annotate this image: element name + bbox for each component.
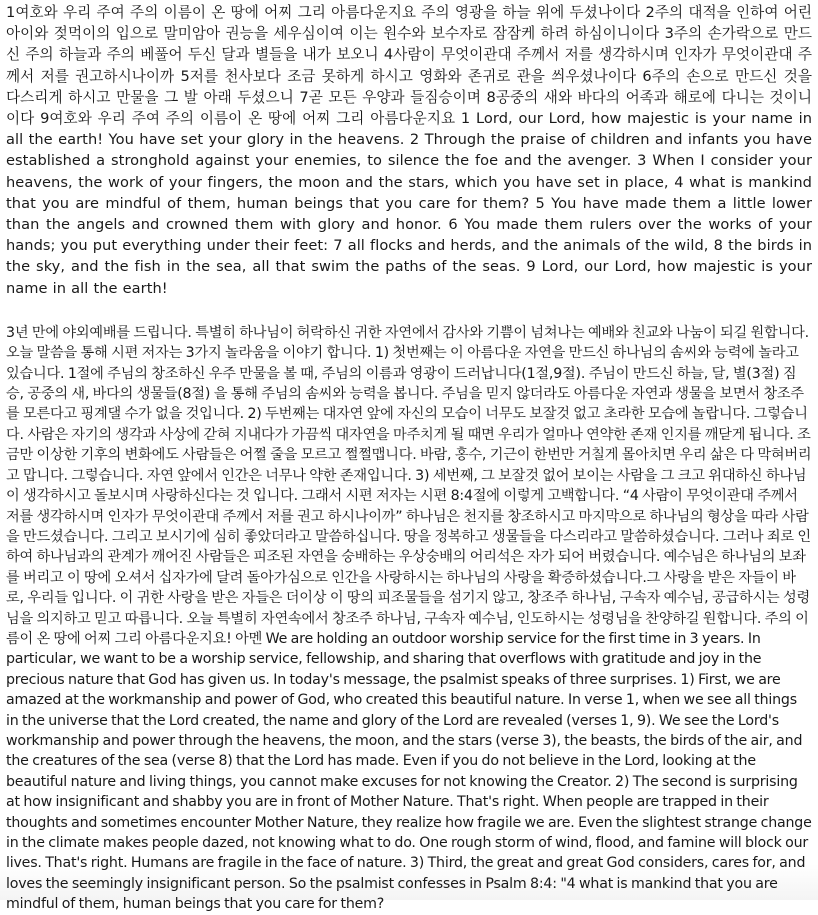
scripture-paragraph: 1여호와 우리 주여 주의 이름이 온 땅에 어찌 그리 아름다운지요 주의 영광을 하늘 위에 두셨나이다 2주의 대적을 인하여 어린 아이와 젖먹이의 입으로 말미암아 권능을 세우심이여 이는 원수와 보수자로 잠잠케 하려 하심이니이다 3주의 손가락으로 만드신 주의 하늘과 주의 베풀어 두신 달과 별들을 내가 보오니 4사람이 무엇이관대 주께서 저를 생각하시며 인자가 무엇이관대 주께서 저를 권고하시나이까 5저를 천사보다 조금 못하게 하시고 영화와 존귀로 관을 씌우셨나이다 6주의 손으로 만드신 것을 다스리게 하시고 만물을 그 발 아래 두셨으니 7곧 모든 우양과 들짐승이며 8공중의 새와 바다의 어족과 해로에 다니는 것이니이다 9여호와 우리 주여 주의 이름이 온 땅에 어찌 그리 아름다운지요 1 Lord, our Lord, how majestic is your name in all the earth! You have set your glory in the heavens. 2 Through the praise of children and infants you have established a stronghold against your enemies, to silence the foe and the avenger. 3 When I consider your heavens, the work of your fingers, the moon and the stars, which you have set in place, 4 what is mankind that you are mindful of them, human beings that you care for them? 5 You have made them a little lower than the angels and crowned them with glory and honor. 6 You made them rulers over the works of your hands; you put everything under their feet: 7 all flocks and herds, and the animals of the wild, 8 the birds in the sky, and the fish in the sea, all that swim the paths of the seas. 9 Lord, our Lord, how majestic is your name in all the earth! (6, 4, 812, 297)
sermon-paragraph: 3년 만에 야외예배를 드립니다. 특별히 하나님이 허락하신 귀한 자연에서 감사와 기쁨이 넘쳐나는 예배와 친교와 나눔이 되길 원합니다. 오늘 말씀을 통해 시편 저자는 3가지 놀라움을 이야기 합니다. 1) 첫번째는 이 아름다운 자연을 만드신 하나님의 솜씨와 능력에 놀라고 있습니다. 1절에 주님의 창조하신 우주 만물을 볼 때, 주님의 이름과 영광이 드러납니다(1절,9절). 주님이 만드신 하늘, 달, 별(3절) 짐승, 공중의 새, 바다의 생물들(8절) 을 통해 주님의 솜씨와 능력을 봅니다. 주님을 믿지 않더라도 아름다운 자연과 생물을 보면서 창조주를 모른다고 핑계댈 수가 없을 것입니다. 2) 두번째는 대자연 앞에 자신의 모습이 너무도 보잘것 없고 초라한 모습에 놀랍니다. 그렇습니다. 사람은 자기의 생각과 사상에 갇혀 지내다가 가끔씩 대자연을 마주치게 될 때면 우리가 얼마나 연약한 존재 인지를 깨닫게 됩니다. 조금만 이상한 기후의 변화에도 사람들은 어쩔 줄을 모르고 쩔쩔맵니다. 바람, 홍수, 기근이 한번만 거칠게 몰아치면 우리 삶은 다 막혀버리고 맙니다. 그렇습니다. 자연 앞에서 인간은 너무나 약한 존재입니다. 3) 세번째, 그 보잘것 없어 보이는 사람을 그 크고 위대하신 하나님이 생각하시고 돌보시며 사랑하신다는 것 입니다. 그래서 시편 저자는 시편 8:4절에 이렇게 고백합니다. “4 사람이 무엇이관대 주께서 저를 생각하시며 인자가 무엇이관대 주께서 저를 권고 하시나이까” 하나님은 천지를 창조하시고 마지막으로 하나님의 형상을 따라 사람을 만드셨습니다. 그리고 보시기에 심히 좋았더라고 말씀하십니다. 땅을 정복하고 생물들을 다스리라고 말씀하셨습니다. 그러나 죄로 인하여 하나님과의 관계가 깨어진 사람들은 피조된 자연을 숭배하는 우상숭배의 어리석은 자가 되어 버렸습니다. 예수님은 하나님의 보좌를 버리고 이 땅에 오셔서 십자가에 달려 돌아가심으로 인간을 사랑하시는 하나님의 사랑을 확증하셨습니다.그 사랑을 받은 자들이 바로, 우리들 입니다. 이 귀한 사랑을 받은 자들은 더이상 이 땅의 피조물들을 섬기지 않고, 창조주 하나님, 구속자 예수님, 공급하시는 성령님을 의지하고 믿고 따릅니다. 오늘 특별히 자연속에서 창조주 하나님, 구속자 예수님, 인도하시는 성령님을 찬양하길 원합니다. 주의 이름이 온 땅에 어찌 그리 아름다운지요! 아멘 We are holding an outdoor worship service for the first time in 3 years. In particular, we want to be a worship service, fellowship, and sharing that overflows with gratitude and joy in the precious nature that God has given us. In today's message, the psalmist speaks of three surprises. 1) First, we are amazed at the workmanship and power of God, who created this beautiful nature. In verse 1, when we see all things in the universe that the Lord created, the name and glory of the Lord are revealed (verses 1, 9). We see the Lord's workmanship and power through the heavens, the moon, and the stars (verse 3), the beasts, the birds of the air, and the creatures of the sea (verse 8) that the Lord has made. Even if you do not believe in the Lord, looking at the beautiful nature and living things, you cannot make excuses for not knowing the Creator. 2) The second is surprising at how insignificant and shabby you are in front of Mother Nature. That's right. When people are trapped in their thoughts and sometimes encounter Mother Nature, they realize how fragile we are. Even the slightest strange change in the climate makes people dazed, not knowing what to do. One rough storm of wind, flood, and famine will block our lives. That's right. Humans are fragile in the face of nature. 3) Third, the great and great God considers, cares for, and loves the seemingly insignificant person. So the psalmist confesses in Psalm 8:4: "4 what is mankind that you are mindful of them, human beings that you care for them? (6, 324, 812, 913)
